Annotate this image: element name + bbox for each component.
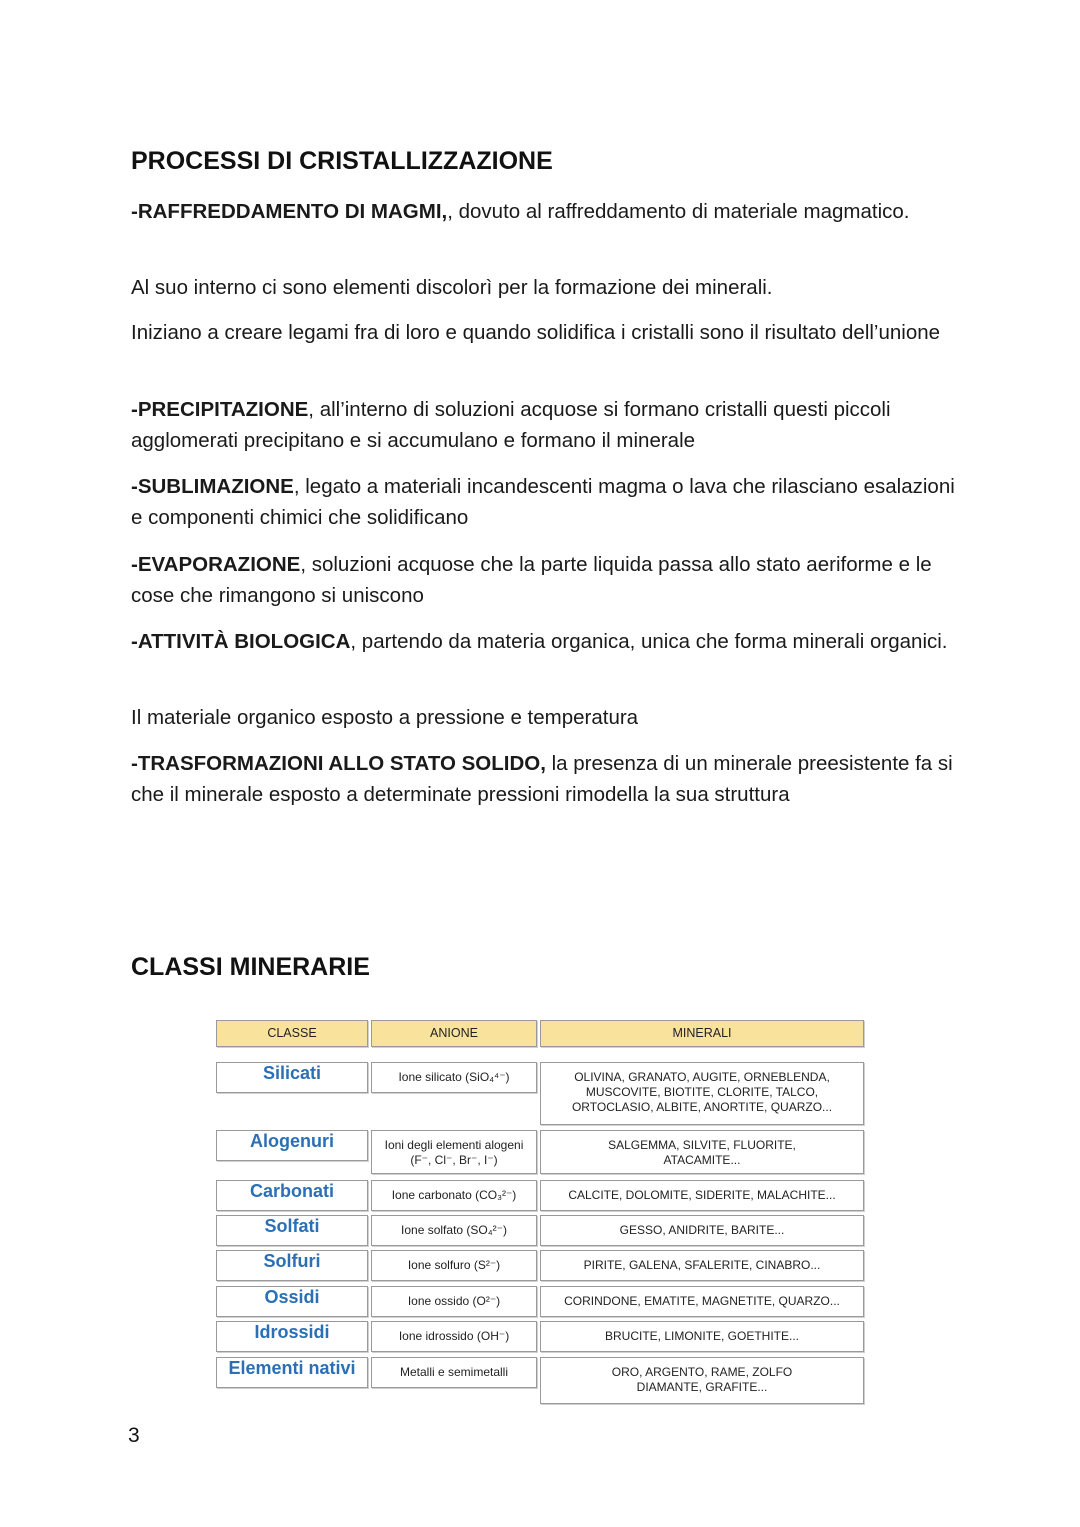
term-attivita-biologica: -ATTIVITÀ BIOLOGICA [131,630,351,653]
minerals-cell: SALGEMMA, SILVITE, FLUORITE, ATACAMITE... [540,1130,864,1174]
anion-cell: Ione idrossido (OH⁻) [371,1321,537,1352]
minerals-cell: BRUCITE, LIMONITE, GOETHITE... [540,1321,864,1352]
paragraph-attivita-biologica: -ATTIVITÀ BIOLOGICA, partendo da materia organica, unica che forma minerali organici. [131,630,948,653]
minerals-cell: CORINDONE, EMATITE, MAGNETITE, QUARZO... [540,1286,864,1317]
paragraph-raffreddamento: -RAFFREDDAMENTO DI MAGMI,, dovuto al raffreddamento di materiale magmatico. [131,200,910,223]
table-header-classe: CLASSE [216,1020,368,1047]
term-precipitazione: -PRECIPITAZIONE [131,398,309,421]
section-title-classi: CLASSI MINERARIE [131,953,370,981]
paragraph-precipitazione: -PRECIPITAZIONE, all’interno di soluzioni acquose si formano cristalli questi piccoli agglomerati precipitano e si accumulano e formano il minerale [131,398,891,452]
paragraph-interno: Al suo interno ci sono elementi discolorì per la formazione dei minerali. [131,276,773,299]
class-cell: Solfati [216,1215,368,1246]
term-sublimazione: -SUBLIMAZIONE [131,475,294,498]
class-cell: Silicati [216,1062,368,1093]
paragraph-legami: Iniziano a creare legami fra di loro e quando solidifica i cristalli sono il risultato dell’unione [131,321,941,344]
minerals-cell: GESSO, ANIDRITE, BARITE... [540,1215,864,1246]
term-trasformazioni: -TRASFORMAZIONI ALLO STATO SOLIDO, [131,752,546,775]
minerals-cell: ORO, ARGENTO, RAME, ZOLFO DIAMANTE, GRAFITE... [540,1357,864,1404]
section-title-crystallization: PROCESSI DI CRISTALLIZZAZIONE [131,147,553,175]
minerals-cell: CALCITE, DOLOMITE, SIDERITE, MALACHITE... [540,1180,864,1211]
minerals-cell: OLIVINA, GRANATO, AUGITE, ORNEBLENDA, MUSCOVITE, BIOTITE, CLORITE, TALCO, ORTOCLASIO, ALBITE, ANORTITE, QUARZO... [540,1062,864,1125]
page-number: 3 [128,1424,140,1447]
class-cell: Elementi nativi [216,1357,368,1388]
anion-cell: Ione solfato (SO₄²⁻) [371,1215,537,1246]
class-cell: Ossidi [216,1286,368,1317]
class-cell: Carbonati [216,1180,368,1211]
class-cell: Alogenuri [216,1130,368,1161]
class-cell: Idrossidi [216,1321,368,1352]
anion-cell: Metalli e semimetalli [371,1357,537,1388]
anion-cell: Ione ossido (O²⁻) [371,1286,537,1317]
anion-cell: Ione solfuro (S²⁻) [371,1250,537,1281]
paragraph-sublimazione: -SUBLIMAZIONE, legato a materiali incandescenti magma o lava che rilasciano esalazioni e componenti chimici che solidificano [131,475,955,529]
class-cell: Solfuri [216,1250,368,1281]
paragraph-trasformazioni: -TRASFORMAZIONI ALLO STATO SOLIDO, la presenza di un minerale preesistente fa si che il minerale esposto a determinate pressioni rimodella la sua struttura [131,752,953,806]
anion-cell: Ione silicato (SiO₄⁴⁻) [371,1062,537,1093]
term-raffreddamento: -RAFFREDDAMENTO DI MAGMI, [131,200,448,223]
anion-cell: Ioni degli elementi alogeni (F⁻, Cl⁻, Br⁻, I⁻) [371,1130,537,1174]
table-header-anione: ANIONE [371,1020,537,1047]
paragraph-materiale-organico: Il materiale organico esposto a pressione e temperatura [131,706,639,729]
anion-cell: Ione carbonato (CO₃²⁻) [371,1180,537,1211]
term-evaporazione: -EVAPORAZIONE [131,553,301,576]
table-header-minerali: MINERALI [540,1020,864,1047]
minerals-cell: PIRITE, GALENA, SFALERITE, CINABRO... [540,1250,864,1281]
paragraph-evaporazione: -EVAPORAZIONE, soluzioni acquose che la parte liquida passa allo stato aeriforme e le cose che rimangono si uniscono [131,553,932,607]
